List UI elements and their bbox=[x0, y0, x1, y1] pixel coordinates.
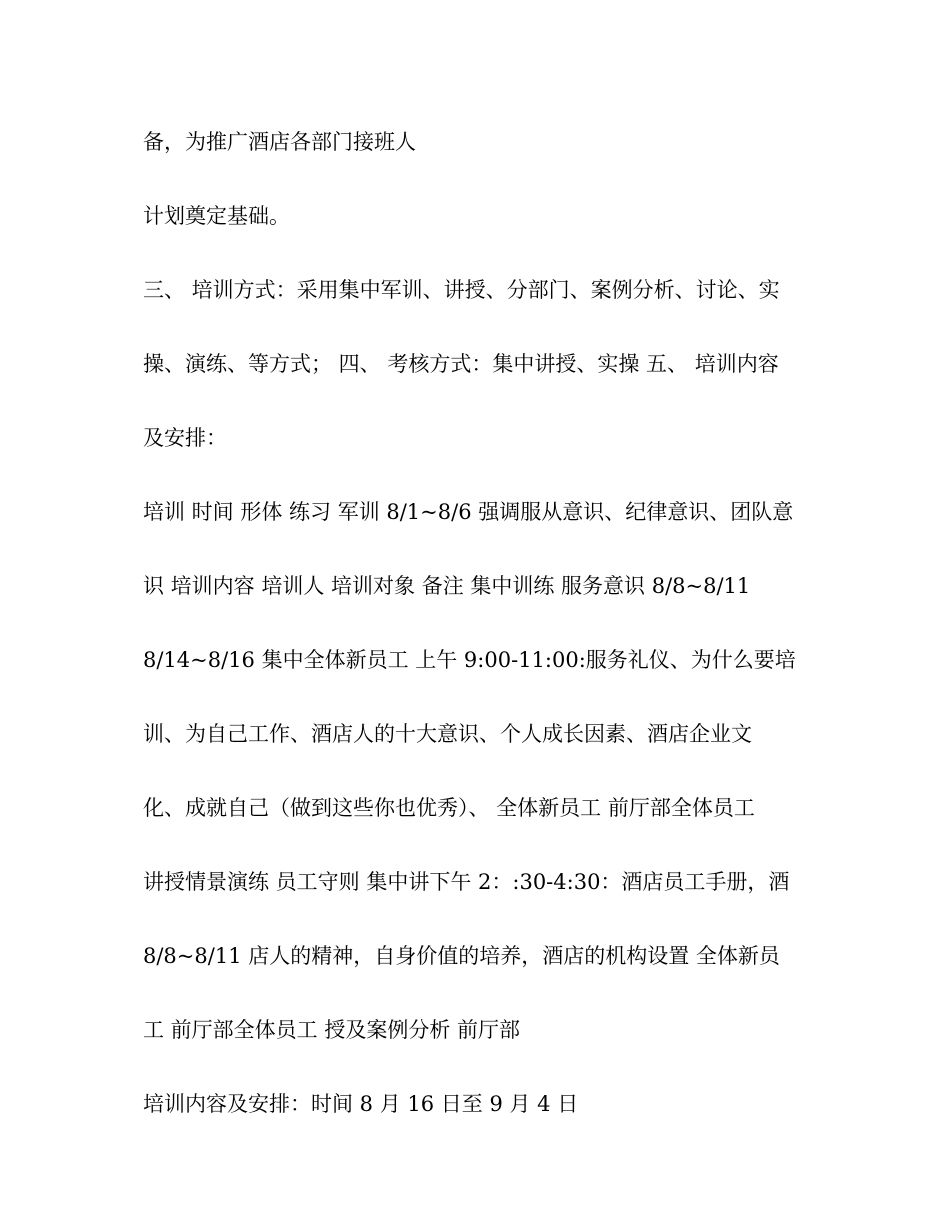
body-text-line: 工 前厅部全体员工 授及案例分析 前厅部 bbox=[143, 1018, 521, 1042]
body-text-line: 及安排： bbox=[143, 426, 227, 450]
body-text-line: 培训内容及安排：时间 8 月 16 日至 9 月 4 日 bbox=[143, 1092, 579, 1116]
body-text-line: 识 培训内容 培训人 培训对象 备注 集中训练 服务意识 8/8~8/11 bbox=[143, 574, 751, 598]
body-text-line: 操、演练、等方式； 四、 考核方式：集中讲授、实操 五、 培训内容 bbox=[143, 352, 779, 376]
body-text-line: 计划奠定基础。 bbox=[143, 204, 290, 228]
body-text-line: 化、成就自己（做到这些你也优秀）、 全体新员工 前厅部全体员工 bbox=[143, 796, 755, 820]
body-text-line: 8/8~8/11 店人的精神，自身价值的培养，酒店的机构设置 全体新员 bbox=[143, 944, 780, 968]
body-text-line: 训、为自己工作、酒店人的十大意识、个人成长因素、酒店企业文 bbox=[143, 722, 752, 746]
body-text-line: 三、 培训方式：采用集中军训、讲授、分部门、案例分析、讨论、实 bbox=[143, 278, 780, 302]
body-text-line: 备，为推广酒店各部门接班人 bbox=[143, 130, 416, 154]
body-text-line: 8/14~8/16 集中全体新员工 上午 9:00-11:00:服务礼仪、为什么要培 bbox=[143, 648, 796, 672]
body-text-line: 讲授情景演练 员工守则 集中讲下午 2：:30-4:30：酒店员工手册，酒 bbox=[143, 870, 790, 894]
body-text-line: 培训 时间 形体 练习 军训 8/1~8/6 强调服从意识、纪律意识、团队意 bbox=[143, 500, 794, 524]
